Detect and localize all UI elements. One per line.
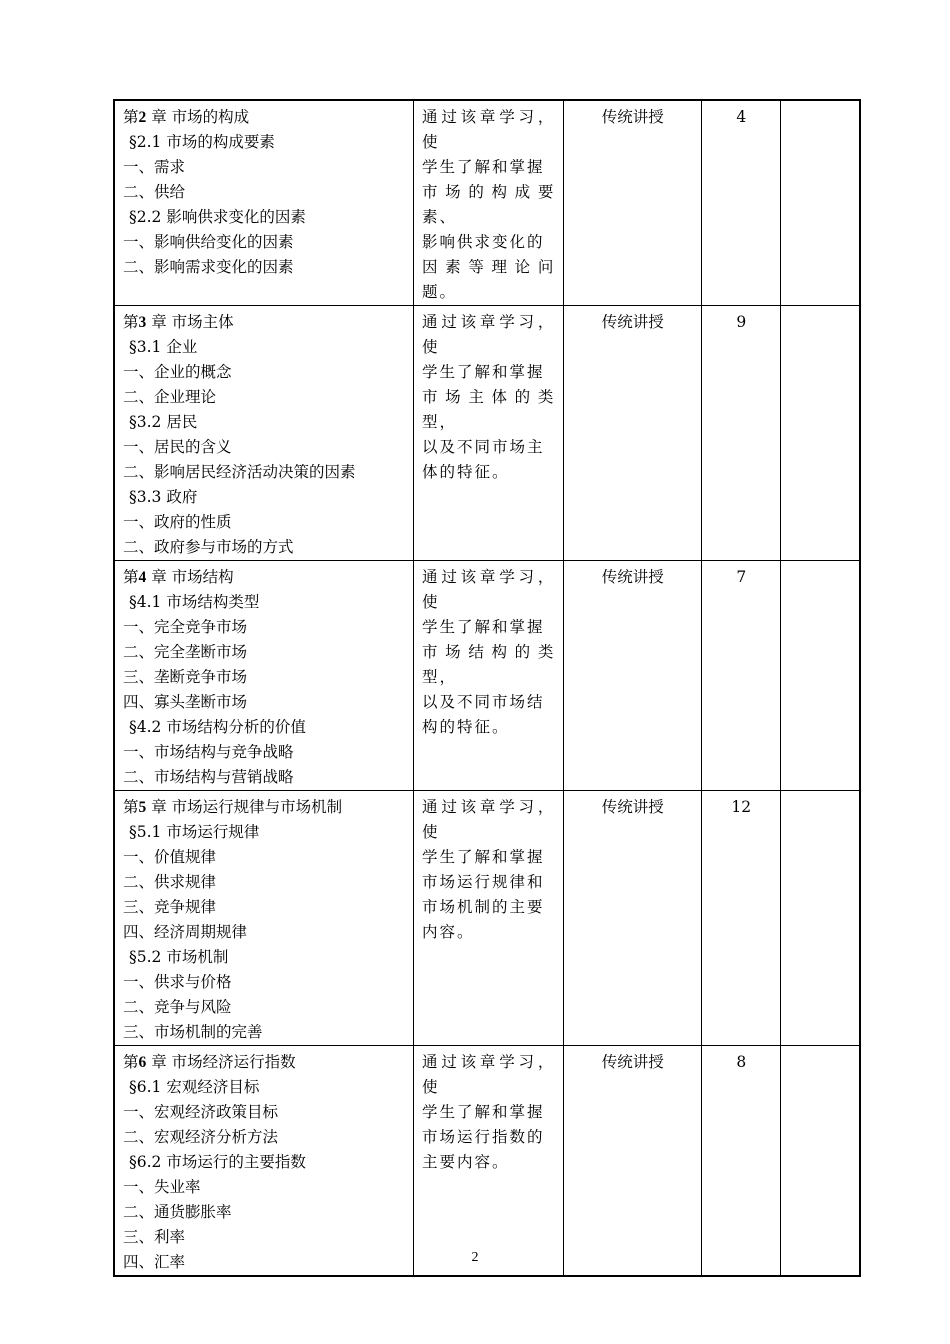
hours-cell: 9 [702,306,781,561]
learning-goal-line: 市场的构成要素、 [422,183,556,226]
remarks-cell [781,791,860,1046]
learning-goal-line: 通过该章学习，使 [422,313,556,356]
section-heading: §3.3 政府 [129,488,198,506]
topic-item: 一、价值规律 [123,848,217,866]
section-heading: §5.2 市场机制 [129,948,229,966]
chapter-heading [123,565,405,590]
topic-item: 三、竞争规律 [123,898,217,916]
learning-goal-line: 体的特征。 [422,463,510,481]
chapter-prefix: 第 [123,568,139,586]
topic-item: 四、汇率 [123,1253,186,1271]
topic-item: 一、政府的性质 [123,513,232,531]
topic-item: 一、需求 [123,158,186,176]
section-heading: §4.1 市场结构类型 [129,593,260,611]
chapter-prefix: 第 [123,798,139,816]
chapter-content-cell [114,1046,414,1277]
learning-goal-line: 学生了解和掌握 [422,618,545,636]
chapter-content-cell [114,100,414,306]
learning-goal-cell [414,561,564,791]
teaching-method-cell: 传统讲授 [564,1046,702,1277]
learning-goal-line: 以及不同市场结 [422,693,545,711]
chapter-content-cell [114,561,414,791]
remarks-cell [781,306,860,561]
remarks-cell [781,1046,860,1277]
learning-goal-line: 以及不同市场主 [422,438,545,456]
remarks-cell [781,561,860,791]
chapter-row [114,561,860,791]
chapter-content-cell [114,306,414,561]
chapter-content-cell [114,791,414,1046]
topic-item: 二、市场结构与营销战略 [123,768,294,786]
learning-goal-cell [414,100,564,306]
chapter-title: 章 市场经济运行指数 [151,1053,296,1071]
teaching-method-cell: 传统讲授 [564,306,702,561]
chapter-number: 3 [138,314,147,331]
chapter-row [114,1046,860,1277]
learning-goal-line: 市场运行规律和 [422,873,545,891]
topic-item: 四、寡头垄断市场 [123,693,248,711]
topic-item: 二、宏观经济分析方法 [123,1128,279,1146]
section-heading: §3.2 居民 [129,413,198,431]
learning-goal-line: 构的特征。 [422,718,510,736]
chapter-heading [123,105,405,130]
chapter-title: 章 市场的构成 [151,108,250,126]
topic-item: 二、供求规律 [123,873,217,891]
topic-item: 四、经济周期规律 [123,923,248,941]
topic-item: 三、利率 [123,1228,186,1246]
learning-goal-line: 市场机制的主要 [422,898,545,916]
teaching-method-cell: 传统讲授 [564,561,702,791]
topic-item: 三、垄断竞争市场 [123,668,248,686]
topic-item: 二、影响需求变化的因素 [123,258,294,276]
learning-goal-line: 市场结构的类型， [422,643,556,686]
learning-goal-line: 学生了解和掌握 [422,363,545,381]
topic-item: 一、影响供给变化的因素 [123,233,294,251]
chapter-row [114,791,860,1046]
topic-item: 二、影响居民经济活动决策的因素 [123,463,356,481]
learning-goal-line: 市场运行指数的 [422,1128,545,1146]
learning-goal-cell [414,791,564,1046]
remarks-cell [781,100,860,306]
section-heading: §6.2 市场运行的主要指数 [129,1153,306,1171]
chapter-heading [123,1050,405,1075]
learning-goal-line: 影响供求变化的 [422,233,545,251]
topic-item: 一、市场结构与竞争战略 [123,743,294,761]
hours-cell: 4 [702,100,781,306]
chapter-prefix: 第 [123,313,139,331]
teaching-method-cell: 传统讲授 [564,791,702,1046]
learning-goal-line: 通过该章学习，使 [422,108,556,151]
chapter-row [114,100,860,306]
section-heading: §2.1 市场的构成要素 [129,133,275,151]
chapter-number: 5 [138,799,147,816]
chapter-title: 章 市场运行规律与市场机制 [151,798,343,816]
chapter-number: 6 [138,1054,147,1071]
section-heading: §4.2 市场结构分析的价值 [129,718,306,736]
syllabus-table-body [114,100,860,1276]
topic-item: 一、完全竞争市场 [123,618,248,636]
syllabus-table [113,99,861,1277]
learning-goal-line: 学生了解和掌握 [422,848,545,866]
section-heading: §5.1 市场运行规律 [129,823,260,841]
topic-item: 二、政府参与市场的方式 [123,538,294,556]
section-heading: §3.1 企业 [129,338,198,356]
teaching-method-cell: 传统讲授 [564,100,702,306]
chapter-heading [123,310,405,335]
topic-item: 二、竞争与风险 [123,998,232,1016]
chapter-title: 章 市场结构 [151,568,234,586]
chapter-prefix: 第 [123,108,139,126]
topic-item: 一、居民的含义 [123,438,232,456]
topic-item: 三、市场机制的完善 [123,1023,263,1041]
page-number: 2 [471,1250,479,1265]
topic-item: 一、宏观经济政策目标 [123,1103,279,1121]
learning-goal-line: 市场主体的类型， [422,388,556,431]
chapter-title: 章 市场主体 [151,313,234,331]
section-heading: §2.2 影响供求变化的因素 [129,208,306,226]
chapter-row [114,306,860,561]
hours-cell: 12 [702,791,781,1046]
chapter-prefix: 第 [123,1053,139,1071]
learning-goal-line: 学生了解和掌握 [422,158,545,176]
topic-item: 一、供求与价格 [123,973,232,991]
topic-item: 二、供给 [123,183,186,201]
topic-item: 一、企业的概念 [123,363,232,381]
learning-goal-cell [414,1046,564,1277]
learning-goal-line: 因素等理论问题。 [422,258,556,301]
learning-goal-line: 通过该章学习，使 [422,568,556,611]
learning-goal-cell [414,306,564,561]
learning-goal-line: 学生了解和掌握 [422,1103,545,1121]
topic-item: 二、通货膨胀率 [123,1203,232,1221]
topic-item: 二、完全垄断市场 [123,643,248,661]
topic-item: 二、企业理论 [123,388,217,406]
hours-cell: 7 [702,561,781,791]
chapter-heading [123,795,405,820]
learning-goal-line: 通过该章学习，使 [422,1053,556,1096]
learning-goal-line: 通过该章学习，使 [422,798,556,841]
chapter-number: 4 [138,569,147,586]
section-heading: §6.1 宏观经济目标 [129,1078,260,1096]
topic-item: 一、失业率 [123,1178,201,1196]
chapter-number: 2 [138,109,147,126]
learning-goal-line: 内容。 [422,923,475,941]
hours-cell: 8 [702,1046,781,1277]
learning-goal-line: 主要内容。 [422,1153,510,1171]
